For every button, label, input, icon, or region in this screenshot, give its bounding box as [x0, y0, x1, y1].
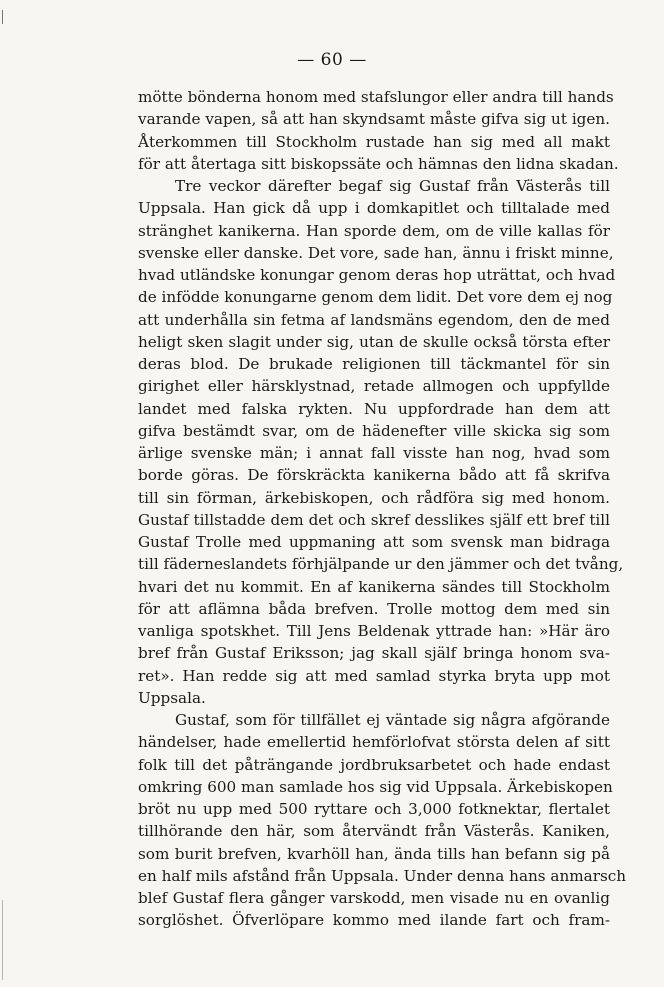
text-line: till sin förman, ärkebiskopen, och rådföra sig med honom.: [138, 488, 610, 507]
text-line: Återkommen till Stockholm rustade han sig med all makt: [138, 132, 610, 151]
text-line: folk till det påträngande jordbruksarbetet och hade endast: [138, 755, 610, 774]
text-line: Gustaf Trolle med uppmaning att som svensk man bidraga: [138, 533, 610, 551]
page-number: — 60 —: [297, 50, 367, 70]
text-line: att underhålla sin fetma af landsmäns egendom, den de med: [138, 310, 610, 329]
text-line: blef Gustaf flera gånger varskodd, men visade nu en ovanlig: [138, 889, 610, 907]
text-line: deras blod. De brukade religionen till täckmantel för sin: [138, 355, 610, 373]
text-line: borde göras. De förskräckta kanikerna bådo att få skrifva: [138, 466, 610, 485]
text-line: för att återtaga sitt biskopssäte och hämnas den lidna skadan.: [138, 154, 619, 173]
text-line: heligt sken slagit under sig, utan de skulle också törsta efter: [138, 332, 610, 351]
text-line: Gustaf tillstadde dem det och skref desslikes själf ett bref till: [138, 510, 610, 529]
text-line: bröt nu upp med 500 ryttare och 3,000 fotknektar, flertalet: [138, 800, 610, 818]
text-line: vanliga spotskhet. Till Jens Beldenak yttrade han: »Här äro: [138, 622, 610, 640]
text-line: Uppsala. Han gick då upp i domkapitlet och tilltalade med: [138, 199, 610, 218]
text-line: sorglöshet. Öfverlöpare kommo med ilande fart och fram-: [138, 911, 610, 930]
text-line: för att aflämna båda brefven. Trolle mottog dem med sin: [138, 599, 610, 618]
text-line: bref från Gustaf Eriksson; jag skall själf bringa honom sva-: [138, 644, 610, 663]
text-line: som burit brefven, kvarhöll han, ända tills han befann sig på: [138, 844, 610, 863]
text-line: Uppsala.: [138, 688, 206, 707]
text-line: hvad utländske konungar genom deras hop uträttat, och hvad: [138, 266, 616, 284]
text-line: svenske eller danske. Det vore, sade han, ännu i friskt minne,: [138, 243, 614, 262]
text-line: varande vapen, så att han skyndsamt måste gifva sig ut igen.: [138, 110, 610, 129]
text-line: gifva bestämdt svar, om de hädenefter ville skicka sig som: [138, 421, 610, 440]
text-line: tillhörande den här, som återvändt från Västerås. Kaniken,: [138, 822, 610, 841]
text-line: omkring 600 man samlade hos sig vid Uppsala. Ärkebiskopen: [138, 777, 613, 796]
text-line: händelser, hade emellertid hemförlofvat största delen af sitt: [138, 733, 610, 752]
text-line: Tre veckor därefter begaf sig Gustaf från Västerås till: [175, 177, 610, 195]
scan-edge-mark-bottom: [2, 900, 3, 980]
scan-edge-mark-top: [2, 10, 3, 24]
body-text: [138, 86, 627, 932]
text-line: mötte bönderna honom med stafslungor eller andra till hands: [138, 88, 614, 106]
text-line: Gustaf, som för tillfället ej väntade sig några afgörande: [175, 711, 610, 729]
text-line: stränghet kanikerna. Han sporde dem, om de ville kallas för: [138, 221, 610, 240]
text-line: girighet eller härsklystnad, retade allmogen och uppfyllde: [138, 377, 610, 396]
text-line: hvari det nu kommit. En af kanikerna sändes till Stockholm: [138, 577, 610, 596]
text-line: de infödde konungarne genom dem lidit. Det vore dem ej nog: [138, 288, 613, 307]
text-line: landet med falska rykten. Nu uppfordrade han dem att: [138, 399, 610, 418]
text-line: en half mils afstånd från Uppsala. Under denna hans anmarsch: [138, 866, 627, 885]
text-line: till fäderneslandets förhjälpande ur den jämmer och det tvång,: [138, 555, 624, 574]
text-line: ret». Han redde sig att med samlad styrka bryta upp mot: [138, 666, 610, 685]
text-line: ärlige svenske män; i annat fall visste han nog, hvad som: [138, 444, 610, 462]
